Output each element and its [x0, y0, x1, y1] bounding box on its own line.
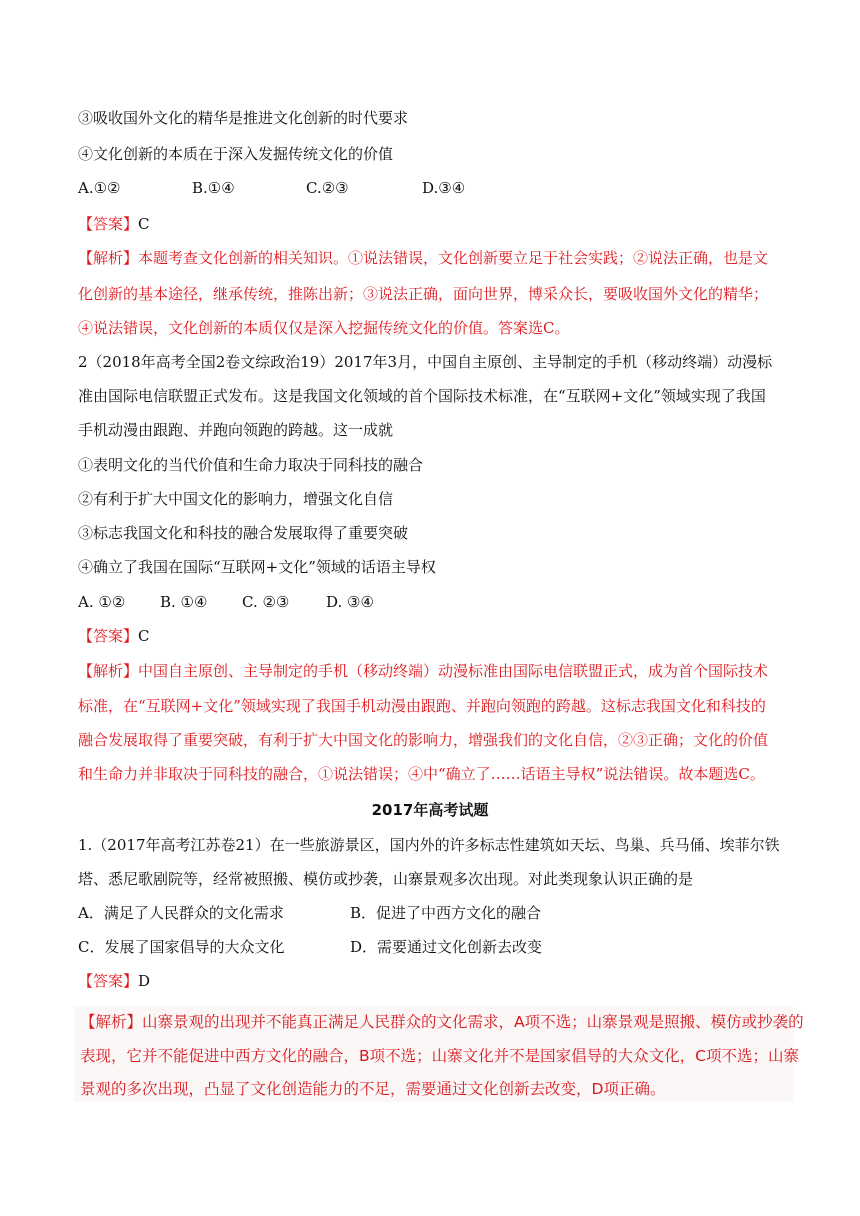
question-stem: 1.（2017年高考江苏卷21）在一些旅游景区，国内外的许多标志性建筑如天坛、鸟巢、兵马俑、埃菲尔铁: [78, 836, 780, 854]
answer-line: [78, 971, 790, 991]
answer-line: [78, 214, 790, 234]
option-3: ③吸收国外文化的精华是推进文化创新的时代要求: [78, 109, 409, 127]
choice-d: D．需要通过文化创新去改变: [350, 938, 543, 956]
section-title: 2017年高考试题: [371, 801, 489, 819]
answer-tag: 【答案】: [78, 215, 139, 233]
answer-value: C: [138, 215, 150, 233]
choices-row: [78, 178, 790, 198]
analysis-tag: 【解析】: [78, 662, 139, 680]
option-4: ④文化创新的本质在于深入发掘传统文化的价值: [78, 145, 394, 163]
choices-row: [78, 937, 790, 957]
choice-d: D. ③④: [326, 593, 374, 611]
analysis-tag: 【解析】: [78, 249, 139, 267]
choices-row: [78, 903, 790, 923]
analysis-line: 景观的多次出现，凸显了文化创造能力的不足，需要通过文化创新去改变，D项正确。: [80, 1080, 666, 1098]
choices-row: [78, 592, 790, 612]
question-stem: 准由国际电信联盟正式发布。这是我国文化领域的首个国际技术标准，在“互联网+文化”领域实现了我国: [78, 387, 766, 405]
analysis-line: [78, 661, 790, 681]
analysis-line: 化创新的基本途径，继承传统，推陈出新；③说法正确，面向世界，博采众长，要吸收国外文化的精华；: [78, 285, 769, 303]
analysis-text: 本题考查文化创新的相关知识。①说法错误，文化创新要立足于社会实践；②说法正确，也是文: [138, 249, 769, 267]
question-stem: 2（2018年高考全国2卷文综政治19）2017年3月，中国自主原创、主导制定的手机（移动终端）动漫标: [78, 353, 773, 371]
answer-value: D: [138, 972, 151, 990]
choice-c: C. ②③: [242, 593, 290, 611]
analysis-image: [74, 1006, 804, 1102]
option-4: ④确立了我国在国际“互联网+文化”领域的话语主导权: [78, 558, 436, 576]
analysis-line: 表现，它并不能促进中西方文化的融合，B项不选；山寨文化并不是国家倡导的大众文化，C项不选；山寨: [80, 1047, 799, 1065]
choice-a: A．满足了人民群众的文化需求: [78, 904, 284, 922]
question-stem: 塔、悉尼歌剧院等，经常被照搬、模仿或抄袭，山寨景观多次出现。对此类现象认识正确的是: [78, 870, 694, 888]
answer-tag: 【答案】: [78, 627, 139, 645]
choice-b: B. ①④: [160, 593, 208, 611]
answer-line: [78, 626, 790, 646]
option-3: ③标志我国文化和科技的融合发展取得了重要突破: [78, 524, 409, 542]
analysis-line: 和生命力并非取决于同科技的融合，①说法错误；④中“确立了……话语主导权”说法错误。故本题选C。: [78, 765, 765, 783]
option-1: ①表明文化的当代价值和生命力取决于同科技的融合: [78, 456, 424, 474]
analysis-line: 【解析】山寨景观的出现并不能真正满足人民群众的文化需求，A项不选；山寨景观是照搬、模仿或抄袭的: [80, 1013, 804, 1031]
answer-value: C: [138, 627, 150, 645]
choice-d: D.③④: [422, 179, 466, 197]
choice-a: A. ①②: [78, 593, 126, 611]
analysis-line: [78, 248, 790, 268]
choice-c: C．发展了国家倡导的大众文化: [78, 938, 285, 956]
analysis-line: 融合发展取得了重要突破，有利于扩大中国文化的影响力，增强我们的文化自信，②③正确；文化的价值: [78, 731, 769, 749]
analysis-line: ④说法错误，文化创新的本质仅仅是深入挖掘传统文化的价值。答案选C。: [78, 319, 570, 337]
choice-c: C.②③: [306, 179, 349, 197]
option-2: ②有利于扩大中国文化的影响力，增强文化自信: [78, 490, 394, 508]
answer-tag: 【答案】: [78, 972, 139, 990]
analysis-line: 标准，在“互联网+文化”领域实现了我国手机动漫由跟跑、并跑向领跑的跨越。这标志我国文化和科技的: [78, 697, 766, 715]
choice-b: B.①④: [192, 179, 235, 197]
choice-b: B．促进了中西方文化的融合: [350, 904, 542, 922]
choice-a: A.①②: [78, 179, 121, 197]
analysis-text: 中国自主原创、主导制定的手机（移动终端）动漫标准由国际电信联盟正式，成为首个国际技术: [138, 662, 769, 680]
question-stem: 手机动漫由跟跑、并跑向领跑的跨越。这一成就: [78, 421, 394, 439]
